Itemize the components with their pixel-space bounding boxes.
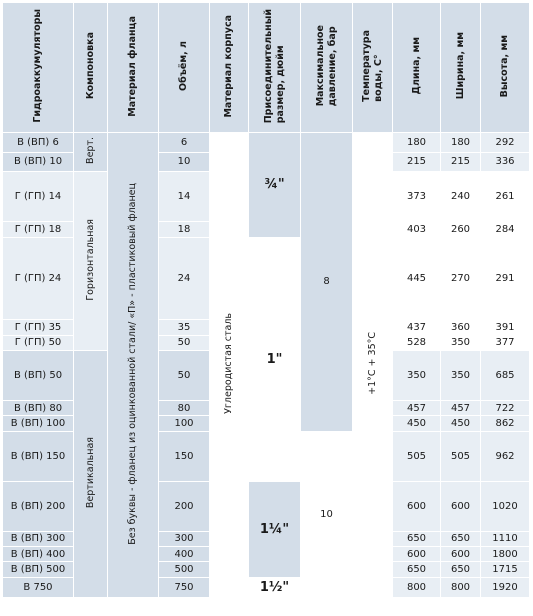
table-cell-length: 800 (393, 577, 441, 597)
table-cell-width: 457 (441, 401, 481, 416)
header-water-temp: Температура воды, С° (353, 3, 393, 133)
table-cell-volume: 24 (159, 237, 210, 320)
table-cell-height: 377 (481, 335, 530, 350)
header-flange-material: Материал фланца (108, 3, 159, 133)
table-cell-height: 292 (481, 133, 530, 153)
table-cell-height: 722 (481, 401, 530, 416)
table-cell-model: В (ВП) 80 (3, 401, 74, 416)
table-cell-volume: 100 (159, 416, 210, 431)
table-cell-volume: 18 (159, 222, 210, 237)
connection-one-half: 1½" (249, 577, 301, 597)
table-cell-volume: 80 (159, 401, 210, 416)
table-cell-length: 450 (393, 416, 441, 431)
table-cell-model: В (ВП) 500 (3, 562, 74, 577)
table-cell-height: 685 (481, 350, 530, 400)
table-cell-width: 650 (441, 562, 481, 577)
table-cell-model: В (ВП) 150 (3, 431, 74, 481)
table-cell-model: В (ВП) 6 (3, 133, 74, 153)
header-accumulators: Гидроаккумуляторы (3, 3, 74, 133)
layout-horizontal: Горизонтальная (74, 172, 108, 351)
table-cell-volume: 6 (159, 133, 210, 153)
header-connection: Присоединительный размер, дюйм (249, 3, 301, 133)
header-max-pressure: Максимальное давление, бар (301, 3, 353, 133)
table-cell-width: 650 (441, 531, 481, 546)
layout-vert-short: Верт. (74, 133, 108, 172)
table-cell-volume: 200 (159, 481, 210, 531)
pressure-10: 10 (301, 431, 353, 597)
table-cell-width: 270 (441, 237, 481, 320)
table-cell-length: 445 (393, 237, 441, 320)
table-cell-height: 1110 (481, 531, 530, 546)
table-cell-volume: 35 (159, 320, 210, 335)
table-cell-width: 350 (441, 350, 481, 400)
table-cell-width: 360 (441, 320, 481, 335)
table-cell-volume: 750 (159, 577, 210, 597)
table-cell-length: 350 (393, 350, 441, 400)
table-cell-volume: 14 (159, 172, 210, 222)
table-cell-model: Г (ГП) 50 (3, 335, 74, 350)
table-cell-volume: 10 (159, 152, 210, 172)
table-cell-length: 215 (393, 152, 441, 172)
table-cell-volume: 500 (159, 562, 210, 577)
table-cell-model: В 750 (3, 577, 74, 597)
table-cell-width: 505 (441, 431, 481, 481)
table-cell-width: 800 (441, 577, 481, 597)
table-cell-height: 261 (481, 172, 530, 222)
table-cell-height: 1800 (481, 547, 530, 562)
table-cell-volume: 50 (159, 350, 210, 400)
table-cell-model: В (ВП) 100 (3, 416, 74, 431)
table-cell-model: В (ВП) 400 (3, 547, 74, 562)
connection-three-quarter: ¾" (249, 133, 301, 238)
table-cell-volume: 50 (159, 335, 210, 350)
table-cell-width: 260 (441, 222, 481, 237)
table-cell-width: 450 (441, 416, 481, 431)
header-height: Высота, мм (481, 3, 530, 133)
table-cell-height: 284 (481, 222, 530, 237)
table-cell-model: В (ВП) 200 (3, 481, 74, 531)
table-cell-height: 291 (481, 237, 530, 320)
table-cell-model: Г (ГП) 18 (3, 222, 74, 237)
table-cell-length: 180 (393, 133, 441, 153)
table-cell-length: 528 (393, 335, 441, 350)
table-cell-length: 650 (393, 562, 441, 577)
table-cell-height: 862 (481, 416, 530, 431)
table-cell-height: 1020 (481, 481, 530, 531)
table-cell-volume: 300 (159, 531, 210, 546)
table-cell-height: 336 (481, 152, 530, 172)
table-cell-length: 650 (393, 531, 441, 546)
flange-note: Без буквы - фланец из оцинкованной стали/ «П» - пластиковый фланец (108, 133, 159, 598)
table-cell-width: 350 (441, 335, 481, 350)
header-width: Ширина, мм (441, 3, 481, 133)
table-cell-model: В (ВП) 50 (3, 350, 74, 400)
table-cell-length: 437 (393, 320, 441, 335)
accumulator-spec-table (2, 2, 530, 598)
table-cell-width: 600 (441, 547, 481, 562)
table-cell-length: 600 (393, 547, 441, 562)
table-cell-height: 1920 (481, 577, 530, 597)
temperature-value: +1°С + 35°С (353, 133, 393, 598)
header-volume: Объём, л (159, 3, 210, 133)
table-cell-volume: 150 (159, 431, 210, 481)
pressure-8: 8 (301, 133, 353, 432)
table-cell-model: В (ВП) 10 (3, 152, 74, 172)
connection-one-inch: 1" (249, 237, 301, 481)
table-cell-length: 457 (393, 401, 441, 416)
table-cell-height: 962 (481, 431, 530, 481)
table-cell-height: 1715 (481, 562, 530, 577)
layout-vertical: Вертикальная (74, 350, 108, 597)
table-cell-height: 391 (481, 320, 530, 335)
table-cell-width: 180 (441, 133, 481, 153)
table-cell-length: 600 (393, 481, 441, 531)
table-cell-volume: 400 (159, 547, 210, 562)
header-layout: Компоновка (74, 3, 108, 133)
table-cell-length: 505 (393, 431, 441, 481)
connection-one-quarter: 1¼" (249, 481, 301, 577)
table-cell-width: 240 (441, 172, 481, 222)
table-cell-model: Г (ГП) 35 (3, 320, 74, 335)
table-cell-length: 373 (393, 172, 441, 222)
header-length: Длина, мм (393, 3, 441, 133)
table-cell-length: 403 (393, 222, 441, 237)
body-material-value: Углеродистая сталь (210, 133, 249, 598)
table-cell-model: Г (ГП) 14 (3, 172, 74, 222)
table-cell-model: В (ВП) 300 (3, 531, 74, 546)
table-cell-width: 215 (441, 152, 481, 172)
header-body-material: Материал корпуса (210, 3, 249, 133)
table-cell-model: Г (ГП) 24 (3, 237, 74, 320)
table-cell-width: 600 (441, 481, 481, 531)
